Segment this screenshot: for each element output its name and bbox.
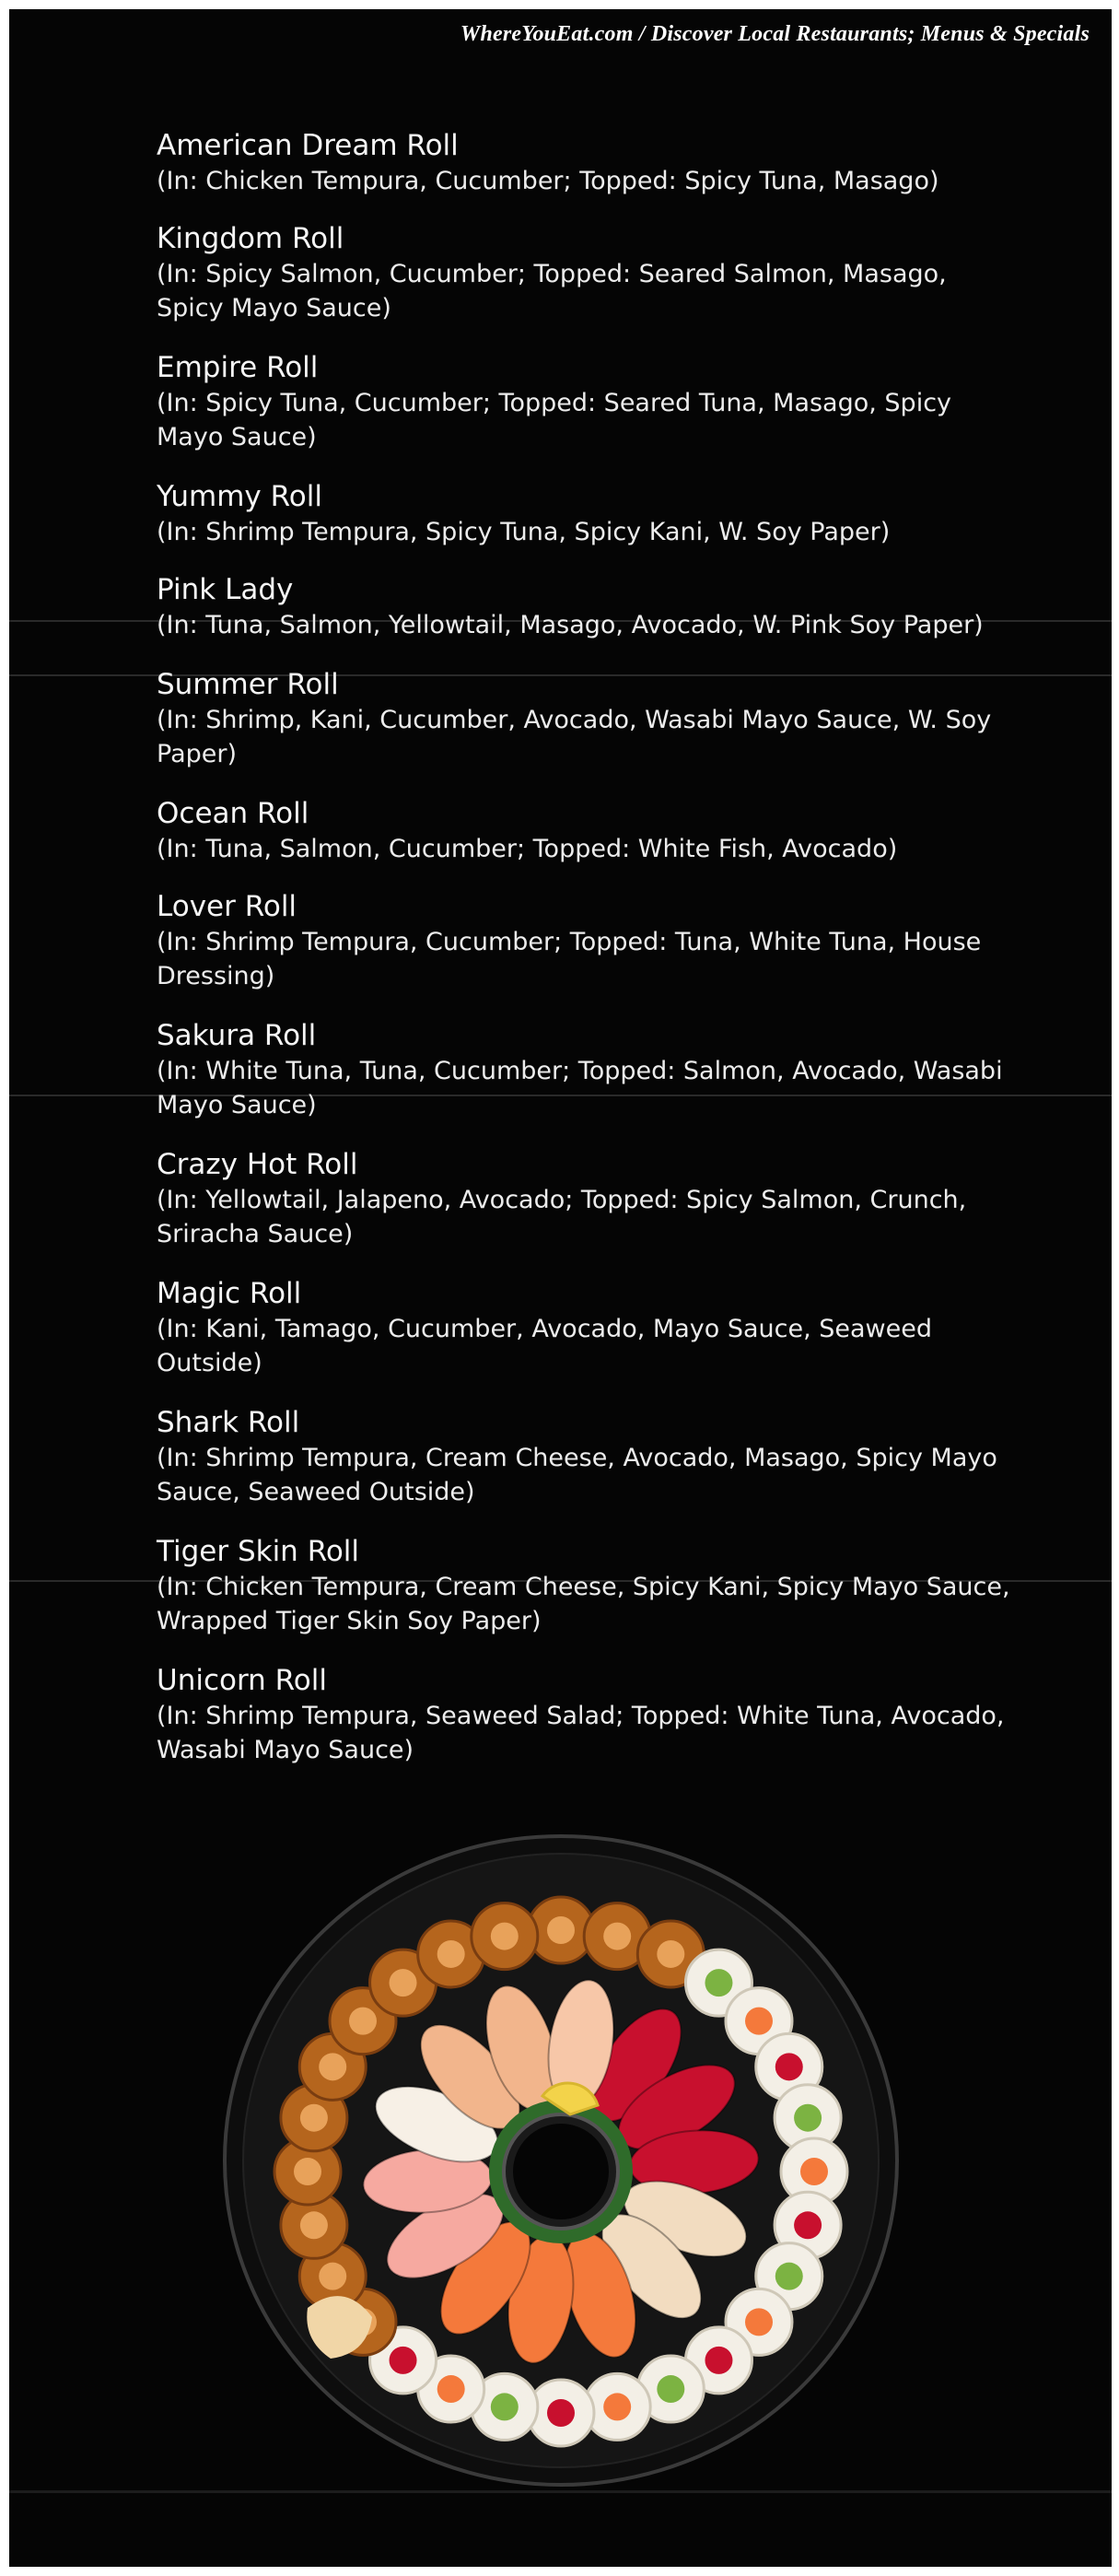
roll-description: (In: Chicken Tempura, Cucumber; Topped: Spicy Tuna, Masago) (157, 167, 939, 195)
roll-name: Unicorn Roll (157, 1664, 328, 1697)
sushi-platter-illustration (220, 1829, 902, 2492)
menu-item (157, 349, 1013, 454)
roll-description: (In: Tuna, Salmon, Yellowtail, Masago, Avocado, W. Pink Soy Paper) (157, 611, 984, 639)
menu-item (157, 1662, 1013, 1767)
menu-page (9, 9, 1112, 2567)
bottom-divider (9, 2490, 1112, 2493)
roll-description: (In: White Tuna, Tuna, Cucumber; Topped: Salmon, Avocado, Wasabi Mayo Sauce) (157, 1057, 1003, 1119)
sushi-roll-piece (471, 1903, 537, 1970)
menu-item (157, 795, 1013, 866)
roll-name: Summer Roll (157, 668, 339, 701)
roll-description: (In: Chicken Tempura, Cream Cheese, Spicy Kani, Spicy Mayo Sauce, Wrapped Tiger Skin Soy Paper) (157, 1573, 1010, 1635)
roll-name: Empire Roll (157, 351, 319, 384)
menu-item (157, 127, 1013, 198)
roll-description: (In: Tuna, Salmon, Cucumber; Topped: White Fish, Avocado) (157, 835, 898, 863)
roll-name: Shark Roll (157, 1406, 300, 1439)
roll-description: (In: Shrimp Tempura, Cucumber; Topped: Tuna, White Tuna, House Dressing) (157, 928, 982, 990)
menu-item (157, 1146, 1013, 1251)
menu-item (157, 1275, 1013, 1380)
roll-description: (In: Spicy Tuna, Cucumber; Topped: Seared Tuna, Masago, Spicy Mayo Sauce) (157, 389, 952, 451)
roll-name: Lover Roll (157, 890, 297, 923)
roll-description: (In: Spicy Salmon, Cucumber; Topped: Seared Salmon, Masago, Spicy Mayo Sauce) (157, 260, 947, 322)
roll-name: Sakura Roll (157, 1019, 317, 1052)
sushi-platter-image (9, 1829, 1112, 2492)
roll-name: Kingdom Roll (157, 222, 344, 255)
roll-description: (In: Yellowtail, Jalapeno, Avocado; Topped: Spicy Salmon, Crunch, Sriracha Sauce) (157, 1186, 967, 1248)
roll-name: Magic Roll (157, 1277, 302, 1310)
roll-description: (In: Shrimp, Kani, Cucumber, Avocado, Wasabi Mayo Sauce, W. Soy Paper) (157, 706, 992, 768)
roll-name: Ocean Roll (157, 797, 309, 830)
roll-name: American Dream Roll (157, 129, 459, 162)
roll-name: Tiger Skin Roll (157, 1535, 360, 1568)
menu-item (157, 1404, 1013, 1509)
soy-sauce (513, 2124, 609, 2219)
roll-description: (In: Shrimp Tempura, Cream Cheese, Avocado, Masago, Spicy Mayo Sauce, Seaweed Outside) (157, 1444, 997, 1506)
menu-item (157, 888, 1013, 993)
menu-item (157, 1017, 1013, 1122)
roll-description: (In: Shrimp Tempura, Spicy Tuna, Spicy Kani, W. Soy Paper) (157, 518, 891, 546)
menu-item (157, 220, 1013, 325)
menu-item (157, 478, 1013, 549)
roll-menu-list (157, 127, 1013, 1767)
menu-item (157, 571, 1013, 642)
menu-item (157, 666, 1013, 771)
roll-name: Crazy Hot Roll (157, 1148, 358, 1181)
roll-description: (In: Shrimp Tempura, Seaweed Salad; Topped: White Tuna, Avocado, Wasabi Mayo Sauce) (157, 1702, 1005, 1764)
watermark: WhereYouEat.com / Discover Local Restaurants; Menus & Specials (460, 22, 1090, 46)
roll-name: Pink Lady (157, 573, 294, 606)
roll-description: (In: Kani, Tamago, Cucumber, Avocado, Mayo Sauce, Seaweed Outside) (157, 1315, 932, 1377)
roll-name: Yummy Roll (157, 480, 322, 513)
menu-item (157, 1533, 1013, 1638)
